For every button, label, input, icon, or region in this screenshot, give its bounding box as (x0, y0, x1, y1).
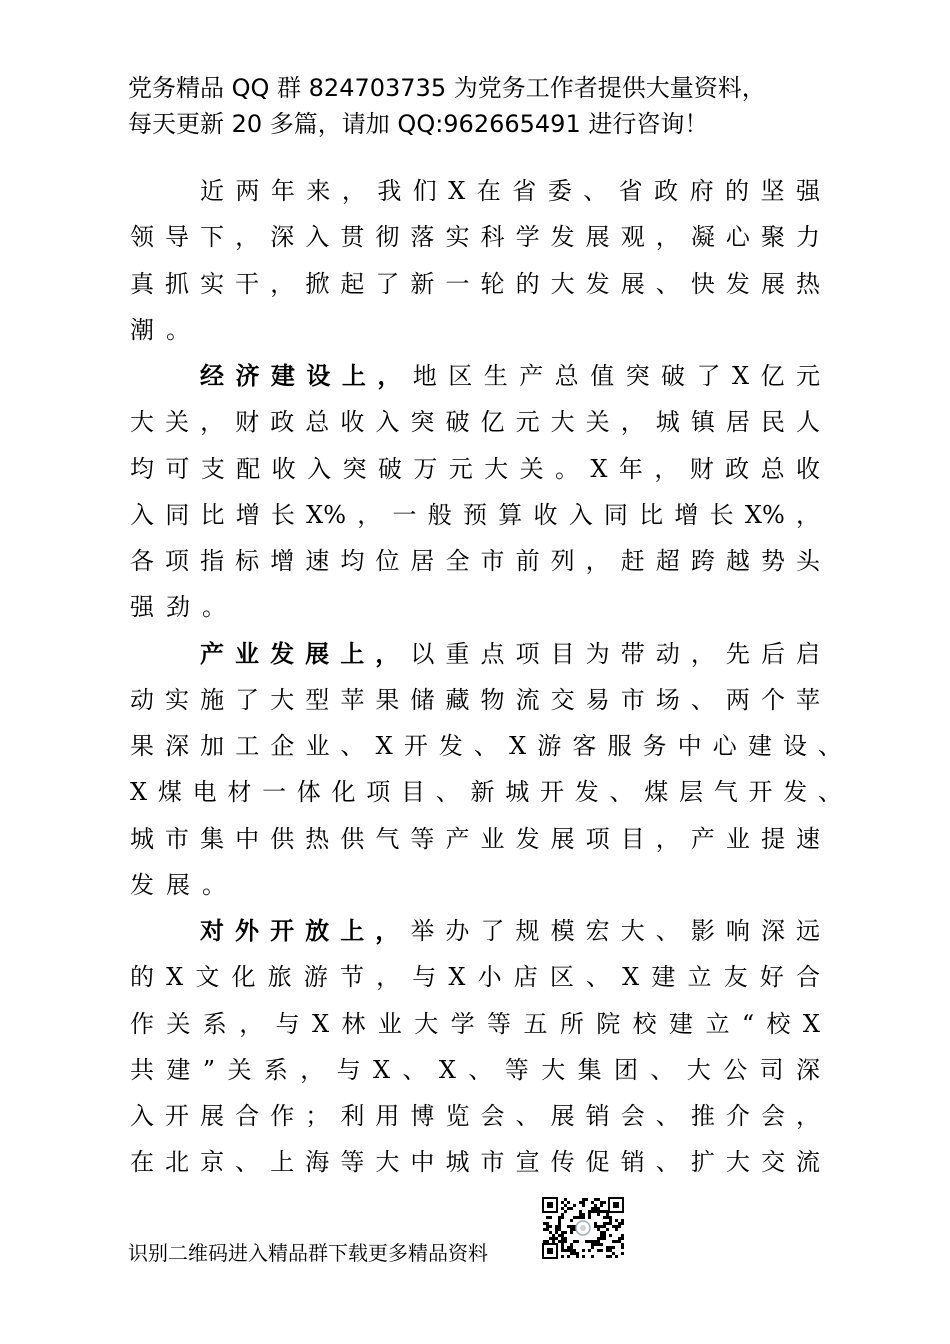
paragraph-4-line-5: 入开展合作；利用博览会、展销会、推介会， (130, 1102, 820, 1130)
paragraph-3-line-6: 发展。 (130, 870, 238, 899)
paragraph-4-line-1 (130, 908, 820, 954)
paragraph-4-line-2: 的X文化旅游节，与X小店区、X建立友好合 (130, 963, 820, 992)
paragraph-1-line-2: 领导下，深入贯彻落实科学发展观，凝心聚力 (130, 223, 820, 252)
header-line-1: 党务精品 QQ 群 824703735 为党务工作者提供大量资料， (128, 74, 766, 102)
paragraph-4-line-1-text: 举办了规模宏大、影响深远 (410, 917, 821, 945)
paragraph-4-line-4: 共建”关系，与X、X、等大集团、大公司深 (130, 1055, 820, 1084)
paragraph-3-line-5: 城市集中供热供气等产业发展项目，产业提速 (130, 824, 820, 853)
document-body (130, 168, 842, 1186)
paragraph-4-line-3: 作关系，与X林业大学等五所院校建立“校X (130, 1009, 820, 1038)
paragraph-3-lead: 产业发展上， (200, 638, 411, 668)
paragraph-3-line-1 (130, 631, 820, 677)
paragraph-1-line-4: 潮。 (130, 315, 202, 344)
footer-qr-caption: 识别二维码进入精品群下载更多精品资料 (128, 1241, 488, 1265)
paragraph-3-line-1-text: 以重点项目为带动，先后启 (410, 639, 821, 668)
paragraph-2-lead: 经济建设上， (200, 361, 413, 390)
paragraph-2-line-4: 入同比增长X%，一般预算收入同比增长X%， (130, 500, 820, 529)
paragraph-3-line-2: 动实施了大型苹果储藏物流交易市场、两个苹 (130, 685, 820, 714)
paragraph-1-line-1: 近两年来，我们X在省委、省政府的坚强 (200, 177, 820, 205)
paragraph-2-line-3: 均可支配收入突破万元大关。X年，财政总收 (130, 454, 820, 483)
header-notice (128, 70, 858, 142)
paragraph-4-lead: 对外开放上， (200, 916, 411, 945)
paragraph-3-line-4: X煤电材一体化项目、新城开发、煤层气开发、 (130, 778, 842, 807)
qr-code-icon[interactable] (541, 1196, 625, 1260)
paragraph-2-line-1 (130, 353, 820, 399)
paragraph-2-line-1-text: 地区生产总值突破了X亿元 (412, 362, 820, 390)
paragraph-1-line-3: 真抓实干，掀起了新一轮的大发展、快发展热 (130, 269, 820, 298)
paragraph-2-line-5: 各项指标增速均位居全市前列，赶超跨越势头 (130, 547, 820, 575)
paragraph-2-line-6: 强劲。 (130, 593, 238, 622)
paragraph-3-line-3: 果深加工企业、X开发、X游客服务中心建设、 (130, 732, 842, 760)
paragraph-4-line-6: 在北京、上海等大中城市宣传促销、扩大交流 (130, 1148, 820, 1177)
paragraph-2-line-2: 大关，财政总收入突破亿元大关，城镇居民人 (130, 408, 820, 437)
header-line-2: 每天更新 20 多篇，请加 QQ:962665491 进行咨询！ (128, 110, 709, 138)
